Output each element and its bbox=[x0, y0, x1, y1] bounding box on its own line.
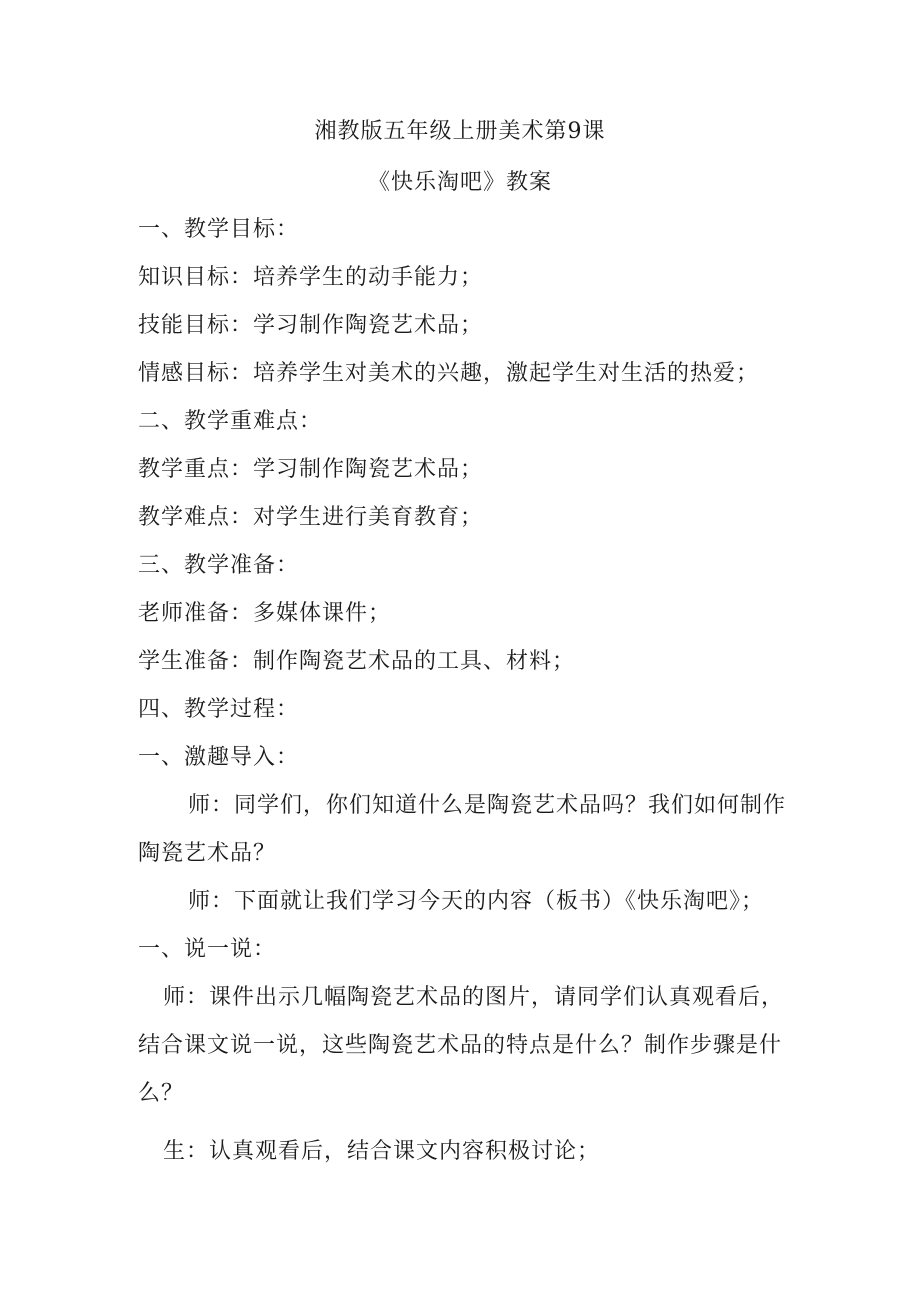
intro-paragraph-line: 师：同学们，你们知道什么是陶瓷艺术品吗？我们如何制作 bbox=[188, 793, 787, 818]
step-heading-intro: 一、激趣导入： bbox=[138, 745, 300, 770]
key-point: 教学重点：学习制作陶瓷艺术品； bbox=[138, 457, 484, 482]
section-heading-goals: 一、教学目标： bbox=[138, 217, 300, 242]
goal-emotion: 情感目标：培养学生对美术的兴趣，激起学生对生活的热爱； bbox=[138, 361, 760, 386]
intro-paragraph-2: 师：下面就让我们学习今天的内容（板书）《快乐淘吧》； bbox=[188, 889, 765, 914]
student-response: 生：认真观看后，结合课文内容积极讨论； bbox=[163, 1139, 601, 1164]
discuss-paragraph-line: 结合课文说一说，这些陶瓷艺术品的特点是什么？制作步骤是什 bbox=[138, 1033, 783, 1058]
goal-skill: 技能目标：学习制作陶瓷艺术品； bbox=[138, 313, 484, 338]
document-title: 湘教版五年级上册美术第9课 bbox=[314, 119, 606, 144]
discuss-paragraph-line: 师：课件出示几幅陶瓷艺术品的图片，请同学们认真观看后， bbox=[163, 985, 785, 1010]
section-heading-preparation: 三、教学准备： bbox=[138, 553, 300, 578]
section-heading-keypoints: 二、教学重难点： bbox=[138, 409, 323, 434]
document-subtitle: 《快乐淘吧》教案 bbox=[367, 170, 552, 195]
prep-teacher: 老师准备：多媒体课件； bbox=[138, 601, 392, 626]
discuss-paragraph-line: 么？ bbox=[138, 1081, 185, 1106]
intro-paragraph-line: 陶瓷艺术品？ bbox=[138, 841, 277, 866]
step-heading-discuss: 一、说一说： bbox=[138, 937, 277, 962]
difficult-point: 教学难点：对学生进行美育教育； bbox=[138, 505, 484, 530]
prep-student: 学生准备：制作陶瓷艺术品的工具、材料； bbox=[138, 649, 576, 674]
section-heading-process: 四、教学过程： bbox=[138, 697, 300, 722]
goal-knowledge: 知识目标：培养学生的动手能力； bbox=[138, 265, 484, 290]
